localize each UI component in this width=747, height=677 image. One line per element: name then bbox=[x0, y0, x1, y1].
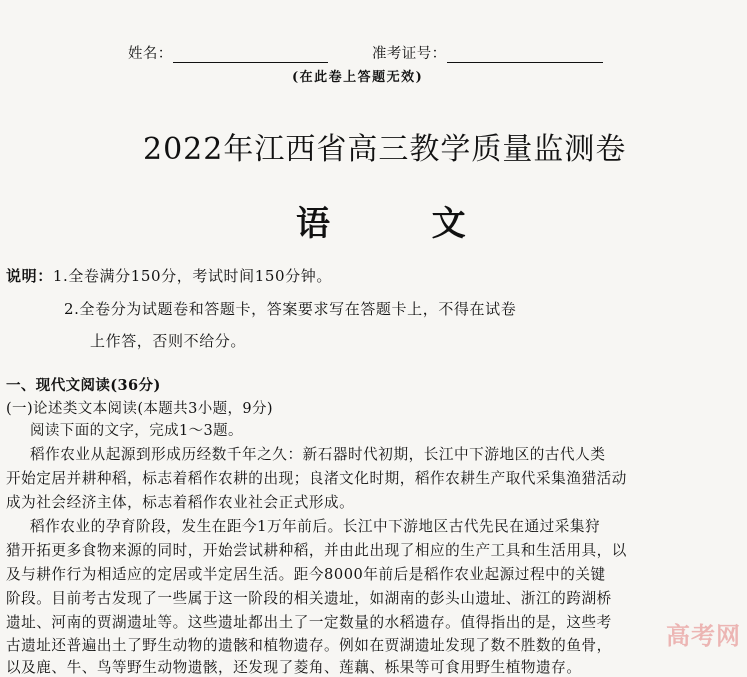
instructions-label: 说明： bbox=[6, 267, 53, 285]
passage-line: 稻作农业从起源到形成历经数千年之久：新石器时代初期，长江中下游地区的古代人类 bbox=[30, 446, 606, 463]
instructions-item1 bbox=[6, 265, 332, 286]
passage-line: 遗址、河南的贾湖遗址等。这些遗址都出土了一定数量的水稻遗存。值得指出的是，这些考 bbox=[6, 614, 612, 631]
passage-line: 成为社会经济主体，标志着稻作农业社会正式形成。 bbox=[6, 494, 355, 511]
exam-title: 2022年江西省高三教学质量监测卷 bbox=[143, 132, 627, 167]
answer-invalid-note: (在此卷上答题无效) bbox=[292, 70, 424, 85]
exam-id-label: 准考证号： bbox=[372, 46, 447, 62]
candidate-name-row bbox=[128, 42, 328, 63]
instructions-item1-text: 1.全卷满分150分，考试时间150分钟。 bbox=[52, 267, 332, 285]
instructions-item2-line2: 上作答，否则不给分。 bbox=[90, 332, 247, 350]
passage-line: 猎开拓更多食物来源的同时，开始尝试耕种稻，并由此出现了相应的生产工具和生活用具，以 bbox=[6, 542, 627, 559]
passage-line: 阶段。目前考古发现了一些属于这一阶段的相关遗址，如湖南的彭头山遗址、浙江的跨湖桥 bbox=[6, 590, 612, 607]
passage-line: 以及鹿、牛、鸟等野生动物遗骸，还发现了菱角、莲藕、栎果等可食用野生植物遗存。 bbox=[6, 659, 582, 676]
reading-directive: 阅读下面的文字，完成1～3题。 bbox=[30, 423, 243, 439]
passage-line: 开始定居并耕种稻，标志着稻作农耕的出现；良渚文化时期，稻作农耕生产取代采集渔猎活动 bbox=[6, 470, 627, 487]
name-label: 姓名： bbox=[128, 46, 173, 62]
exam-id-row bbox=[372, 42, 603, 63]
name-field[interactable] bbox=[173, 44, 328, 63]
passage-line: 稻作农业的孕育阶段，发生在距今1万年前后。长江中下游地区古代先民在通过采集狩 bbox=[30, 518, 601, 535]
passage-line: 古遗址还普遍出土了野生动物的遗骸和植物遗存。例如在贾湖遗址发现了数不胜数的鱼骨， bbox=[6, 637, 612, 654]
subject-title: 语 文 bbox=[296, 204, 492, 244]
instructions-item2-line1: 2.全卷分为试题卷和答题卡，答案要求写在答题卡上，不得在试卷 bbox=[64, 300, 517, 318]
passage-line: 及与耕作行为相适应的定居或半定居生活。距今8000年前后是稻作农业起源过程中的关键 bbox=[6, 566, 606, 583]
exam-id-field[interactable] bbox=[447, 44, 603, 63]
section-subtitle: (一)论述类文本阅读(本题共3小题，9分) bbox=[6, 401, 273, 417]
section-title: 一、现代文阅读(36分) bbox=[6, 377, 161, 394]
site-watermark: 高考网 bbox=[666, 622, 741, 650]
